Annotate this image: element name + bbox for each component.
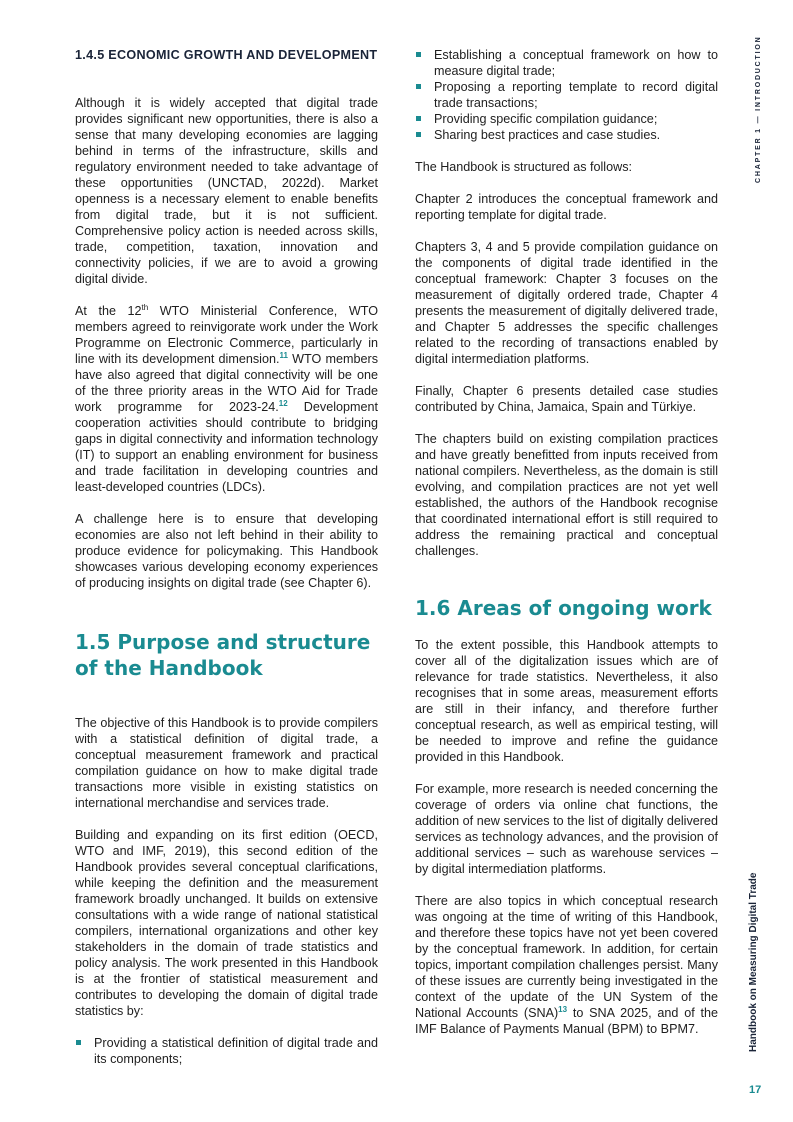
left-column	[75, 47, 378, 1083]
bullet-item	[75, 1035, 378, 1067]
paragraph: The Handbook is structured as follows:	[415, 160, 632, 174]
text-run: WTO members have also agreed that digital connectivity will be one of the three priority areas in the WTO Aid for Trade work programme for 2023-24.	[75, 352, 378, 414]
text-run: At the 12	[75, 304, 142, 318]
paragraph: Chapters 3, 4 and 5 provide compilation guidance on the components of digital trade identified in the conceptual framework: Chapter 3 focuses on the measurement of digitally ordered trade, Chapter 4 presents the measurement of digitally delivered trade, and Chapter 5 addresses the specific challenges related to the recording of transactions enabled by digital intermediation platforms.	[415, 240, 718, 366]
paragraph: For example, more research is needed concerning the coverage of orders via online chat functions, the addition of new services to the list of digitally delivered services as technology advances, and the provision of additional services – such as warehouse services – by digital intermediation platforms.	[415, 782, 718, 876]
bullet-item	[415, 79, 718, 111]
paragraph: Chapter 2 introduces the conceptual framework and reporting template for digital trade.	[415, 192, 718, 222]
bullet-square-icon	[76, 1040, 81, 1045]
paragraph: The chapters build on existing compilation practices and have greatly benefitted from inputs received from national compilers. Nevertheless, as the domain is still evolving, and compilation practices are not yet well established, the authors of the Handbook recognise that coordinated international effort is still required to address the remaining practical and conceptual challenges.	[415, 432, 718, 558]
bullet-item	[415, 47, 718, 79]
chapter-running-head: CHAPTER 1 — INTRODUCTION	[755, 35, 762, 183]
bullet-text: Sharing best practices and case studies.	[434, 128, 661, 142]
paragraph	[75, 303, 378, 495]
bullet-square-icon	[416, 52, 421, 57]
section-heading: 1.6 Areas of ongoing work	[415, 596, 712, 620]
subsection-heading: 1.4.5 ECONOMIC GROWTH AND DEVELOPMENT	[75, 48, 378, 62]
paragraph: A challenge here is to ensure that developing economies are also not left behind in their ability to produce evidence for policymaking. This Handbook showcases various developing economy experiences of producing insights on digital trade (see Chapter 6).	[75, 512, 378, 590]
footnote-ref[interactable]: 12	[278, 398, 288, 408]
section-heading: 1.5 Purpose and structure of the Handbook	[75, 630, 371, 680]
bullet-square-icon	[416, 116, 421, 121]
page-number: 17	[749, 1084, 762, 1096]
paragraph: The objective of this Handbook is to provide compilers with a statistical definition of digital trade, a conceptual measurement framework and practical compilation guidance on how to make digital trade transactions more visible in existing statistics on international merchandise and services trade.	[75, 716, 378, 810]
book-title-running-head: Handbook on Measuring Digital Trade	[748, 872, 759, 1052]
paragraph	[415, 893, 718, 1037]
paragraph: Finally, Chapter 6 presents detailed case studies contributed by China, Jamaica, Spain and Türkiye.	[415, 384, 718, 414]
bullet-item	[415, 111, 718, 127]
text-run: to SNA 2025, and of the IMF Balance of Payments Manual (BPM) to BPM7.	[415, 1006, 719, 1036]
bullet-list	[75, 1035, 378, 1067]
bullet-square-icon	[416, 132, 421, 137]
text-run: There are also topics in which conceptual research was ongoing at the time of writing of this Handbook, and therefore these topics have not yet been covered by the conceptual framework. In addition, for certain topics, important compilation challenges persist. Many of these issues are currently being investigated in the context of the update of the UN System of the National Accounts (SNA)	[415, 894, 718, 1020]
footnote-ref[interactable]: 13	[558, 1004, 568, 1014]
bullet-square-icon	[416, 84, 421, 89]
text-run: Development cooperation activities should contribute to bridging gaps in digital connectivity and information technology (IT) to support an enabling environment for business and trade facilitation in developing countries and least-developed countries (LDCs).	[75, 400, 378, 494]
paragraph: Building and expanding on its first edition (OECD, WTO and IMF, 2019), this second edition of the Handbook provides several conceptual clarifications, while keeping the definition and the measurement framework broadly unchanged. It builds on extensive consultations with a wide range of national statistical compilers, international organizations and other key stakeholders in the domain of trade statistics and policy analysis. The work presented in this Handbook is at the frontier of statistical measurement and contributes to developing the domain of digital trade statistics by:	[75, 828, 378, 1018]
bullet-list	[415, 47, 718, 143]
text-run: WTO Ministerial Conference, WTO members agreed to reinvigorate work under the Work Programme on Electronic Commerce, particularly in line with its development dimension.	[75, 304, 378, 366]
bullet-text: Providing a statistical definition of digital trade and its components;	[94, 1036, 378, 1066]
paragraph: To the extent possible, this Handbook attempts to cover all of the digitalization issues which are of relevance for trade statistics. Nevertheless, it also recognises that in some areas, measurement efforts are still in their infancy, and therefore further conceptual research, as well as empirical testing, will be needed to improve and refine the guidance provided in this Handbook.	[415, 638, 718, 764]
ordinal-suffix: th	[141, 302, 149, 312]
bullet-item	[415, 127, 718, 143]
right-column	[415, 47, 718, 1037]
bullet-text: Establishing a conceptual framework on how to measure digital trade;	[434, 48, 718, 78]
footnote-ref[interactable]: 11	[279, 350, 288, 360]
bullet-text: Proposing a reporting template to record digital trade transactions;	[434, 80, 718, 110]
paragraph: Although it is widely accepted that digital trade provides significant new opportunities, there is also a sense that many developing economies are lagging behind in terms of the infrastructure, skills and regulatory environment needed to take advantage of these opportunities (UNCTAD, 2022d). Market openness is a necessary element to enable benefits from digital trade, but it is not sufficient. Comprehensive policy action is needed across skills, trade, competition, taxation, innovation and connectivity policies, if we are to avoid a growing digital divide.	[75, 96, 378, 286]
bullet-text: Providing specific compilation guidance;	[434, 112, 658, 126]
